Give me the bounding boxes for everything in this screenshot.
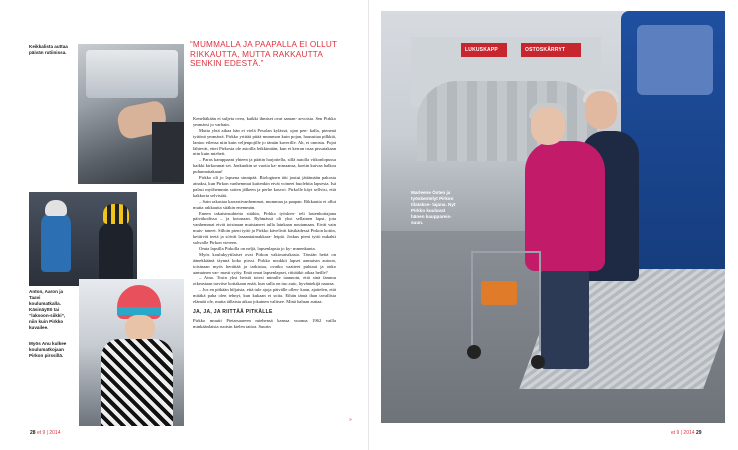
photo-anu (79, 279, 184, 426)
photo-bus-hand (78, 44, 184, 184)
magazine-issue: et 9 | 2014 (36, 430, 61, 436)
caption-bus: Keikkalista auttaa päivän rutiinissa. (29, 44, 68, 55)
folio-right (671, 430, 702, 436)
pull-quote: “MUMMALLA JA PAAPALLA EI OLLUT RIKKAUTTA, MUTTA RAKKAUTTA SENKIN EDESTÄ.” (190, 40, 338, 69)
body-paragraph: – Paras kamppaani yhteen ja päätin harjoitella, sillä autolla viikonlopussa kaikki kirkonmat set. Jonkunkin se vuotta ka- mmaansa, koetin kuivaa halkoa puhumattakaan! (193, 157, 336, 175)
body-paragraph: Keneltäkään ei suljeta ovea, kaikki ihmiset ovat saman- arvoisia. Sen Pirkko ymmärsi jo varhain. (193, 116, 336, 127)
caption-right: Marleene Östen ja työskentelyt Pirkon tilatakse- tajana. Nyt Pirkko kuuluvat hänen kauppareis- suun. (411, 190, 456, 225)
store-sign-a: LUKUSKAPP (461, 43, 507, 57)
body-paragraph: – Jos en pitkään hiljaista, että tule ajoja päivälle ollen- kaan, ajattelen, että mitäkä paha olen tehnyt, kun kukaan ei soita. Eihän tämä ihan tavallista elämää ole, mutta tällaista aikaa jokainen valitsee. Minä haluan auttaa. (193, 287, 336, 305)
spread-gutter (368, 0, 369, 450)
caption-anu: Myös Anu kulkee koulumatkojaan Pirkon pirssillä. (29, 341, 67, 358)
body-paragraph: – Aina. Tosin yksi heistä totesi minulle taannoin, että sinä fammu oikeastaan tarvitse kotiakaan enää, kun sulla on tuo auto, hyväntekijä nauraa. (193, 275, 336, 287)
body-paragraph: Pirkko oli jo lapsena sinnipää. Biologinen äiti joutui jättämään pakosta ainaksi, kun Pirkon vanhemmat kuitenkin eivät voineet huolehtia lapsesta. Isä palasi myöhemmin sotien jälkeen ja perhe kasvoi. Pirkolle käyt sellvisi, että kakkorta selvisiää. (193, 175, 337, 198)
body-paragraph: Pirkko muutti Pietarsaareen miehensä kanssa vuonna 1962 vailla minkäänlaista ruotsin kielen taitoa. Suurin (193, 317, 336, 329)
caption-kids: Anton, Aaron ja Taavi koulumatkalla. Käsinäyttö tai “laksoon-siikki”, niin kuin Pirkko kuvailee. (29, 289, 66, 330)
page-number: 28 (30, 430, 36, 436)
body-paragraph: Myös koulukyytilaiset ovat Pirkon vakiosaisikasta. Tärsiän heitä on äänekkäänä täynnä koko pirssi. Pirkko noukkii lapset aamuisin autoon, toisinaan myös herättää ja tarkistaa, ovatko vaatteet puhtaat ja onko aamuinen var- masti syöty. Entä omat lapsenlapset, riittääkö aikaa heille? (193, 251, 336, 275)
magazine-issue: et 9 | 2014 (671, 430, 695, 436)
folio-left (30, 430, 61, 436)
body-paragraph: Omia lapsilla Pirkolla on neljä, lapsenlapsia jo ky- mmenkunta. (199, 245, 316, 251)
body-paragraph: – Sain rakastaa karrastivanhemmat, mummaa ja paapan. Rikkautta ei ollut mutta rakkautta sitäkin enemmän. (193, 198, 336, 210)
article-body (193, 116, 336, 330)
photo-kids-in-car (29, 192, 137, 286)
body-paragraph: Ennen takaisinsuhteita sitäkin, Pirkko työsken- teli lastenhoitajana päiväkodissa – ja kotonaan. Ryhmässä oli yksi sellainen lapsi, jota vanhemmat eivät toisinaan muistaneet tulla lainkaan noutamaan. Eivät vain muis- taneet. Silloin pieni tyttö ja Pirkko kävelivät käsikädessä Pirkon kotiin, keittivät teetä ja söivät lasaantaimakkara- leipiä. Joskus pieni tyttö nukahti sohvalle Pirkon viereen. (193, 210, 336, 246)
body-paragraph: Mutta yhtä aikaa hän ei vielä Pesolan kylässä, ojan pen- kalla, pienenä tyttönä ymmärrä. Pirkko yrittää pitää mummon kuin pojan, hausuttaa pilkkiä, lantoo eilensa niin kuin veljenpojille jo tämän kaverille. Ah, ei onnistu. Pojat lähtevät, ettei Pirkosta ole asioilla leikkimään, kun ei kerran osaa pissatakaan niin kuin mieheit. (193, 127, 336, 157)
page-number: 29 (695, 430, 702, 436)
section-subhead: JA, JA, JA RIITTÄÄ PITKÄLLE (193, 309, 273, 315)
continue-mark: » (349, 417, 352, 423)
store-sign-b: OSTOSKÄRRYT (521, 43, 581, 57)
